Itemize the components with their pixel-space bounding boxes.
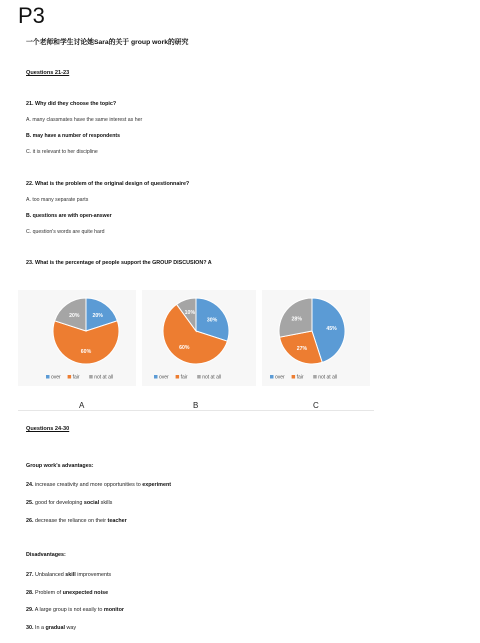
item-number: 29. — [26, 607, 34, 613]
legend-swatch — [313, 375, 317, 379]
question-23: 23. What is the percentage of people support the GROUP DISCUSION? A — [26, 260, 212, 266]
legend-swatch — [176, 375, 180, 379]
page-label: P3 — [18, 3, 45, 28]
item-text: Problem of — [33, 589, 63, 596]
disadvantages-item — [26, 607, 124, 613]
item-text-suffix: skills — [99, 500, 113, 506]
q21-option-b: B. may have a number of respondents — [26, 133, 120, 139]
item-keyword: teacher — [107, 518, 127, 524]
advantages-item — [26, 500, 112, 506]
disadvantages-item — [26, 572, 111, 578]
section-heading-24-30: Questions 24-30 — [26, 426, 70, 432]
q22-option-a: A. too many separate parts — [26, 197, 89, 203]
disadvantages-item — [26, 625, 76, 631]
item-keyword: gradual — [45, 624, 65, 631]
pie-data-label: 20% — [92, 312, 103, 319]
legend-label: fair — [180, 374, 188, 381]
q22-option-c: C. question's words are quite hard — [26, 229, 105, 235]
disadvantages-title: Disadvantages: — [26, 552, 66, 558]
item-keyword: social — [83, 500, 100, 506]
legend-swatch — [292, 375, 296, 379]
item-text: good for developing — [33, 500, 84, 506]
pie-charts — [18, 290, 370, 390]
legend-label: fair — [72, 374, 80, 381]
item-number: 24. — [26, 482, 34, 488]
item-number: 30. — [26, 624, 34, 631]
q21-option-c: C. it is relevant to her discipline — [26, 149, 98, 155]
pie-data-label: 28% — [291, 316, 302, 323]
item-keyword: skill — [65, 572, 76, 578]
item-number: 27. — [26, 572, 34, 578]
item-text: decrease the reliance on their — [33, 518, 108, 524]
advantages-item — [26, 482, 171, 488]
pie-data-label: 20% — [69, 312, 80, 319]
item-keyword: unexpected noise — [62, 589, 109, 596]
pie-data-label: 60% — [179, 345, 190, 352]
question-22: 22. What is the problem of the original design of questionnaire? — [26, 181, 190, 187]
chart-caption-b: B — [193, 401, 199, 410]
legend-swatch — [154, 375, 158, 379]
divider — [18, 410, 374, 411]
q22-option-b: B. questions are with open-answer — [26, 213, 112, 219]
item-text: A large group is not easily to — [33, 607, 104, 613]
item-text: increase creativity and more opportunities to — [33, 482, 143, 488]
item-number: 25. — [26, 500, 34, 506]
legend-label: fair — [296, 374, 304, 381]
question-21: 21. Why did they choose the topic? — [26, 101, 117, 107]
pie-data-label: 27% — [296, 346, 308, 353]
legend-label: not at all — [202, 374, 222, 381]
item-text: Unbalanced — [33, 572, 66, 578]
pie-data-label: 10% — [184, 310, 196, 317]
advantages-title: Group work's advantages: — [26, 463, 94, 469]
legend-swatch — [197, 375, 201, 379]
pie-data-label: 30% — [206, 317, 218, 324]
item-keyword: monitor — [103, 607, 124, 613]
pie-data-label: 60% — [80, 348, 92, 355]
item-text-suffix: way — [64, 624, 77, 631]
legend-swatch — [270, 375, 274, 379]
chart-caption-c: C — [313, 401, 319, 410]
legend-label: not at all — [94, 374, 114, 381]
q21-option-a: A. many classmates have the same interest as her — [26, 117, 143, 123]
legend-swatch — [68, 375, 72, 379]
item-text: In a — [33, 624, 46, 631]
section-heading-21-23: Questions 21-23 — [26, 70, 70, 76]
legend-label: over — [51, 374, 61, 381]
pie-data-label: 45% — [326, 325, 337, 332]
advantages-item — [26, 518, 127, 524]
item-number: 26. — [26, 518, 34, 524]
item-number: 28. — [26, 589, 34, 596]
legend-swatch — [46, 375, 50, 379]
legend-label: over — [275, 374, 285, 381]
legend-label: over — [159, 374, 169, 381]
legend-label: not at all — [318, 374, 338, 381]
page-subtitle: 一个老师和学生讨论她Sara的关于 group work的研究 — [26, 39, 189, 46]
item-text-suffix: improvements — [75, 572, 112, 578]
disadvantages-item — [26, 590, 108, 596]
legend-swatch — [89, 375, 93, 379]
chart-caption-a: A — [79, 401, 85, 410]
item-keyword: experiment — [142, 482, 172, 488]
